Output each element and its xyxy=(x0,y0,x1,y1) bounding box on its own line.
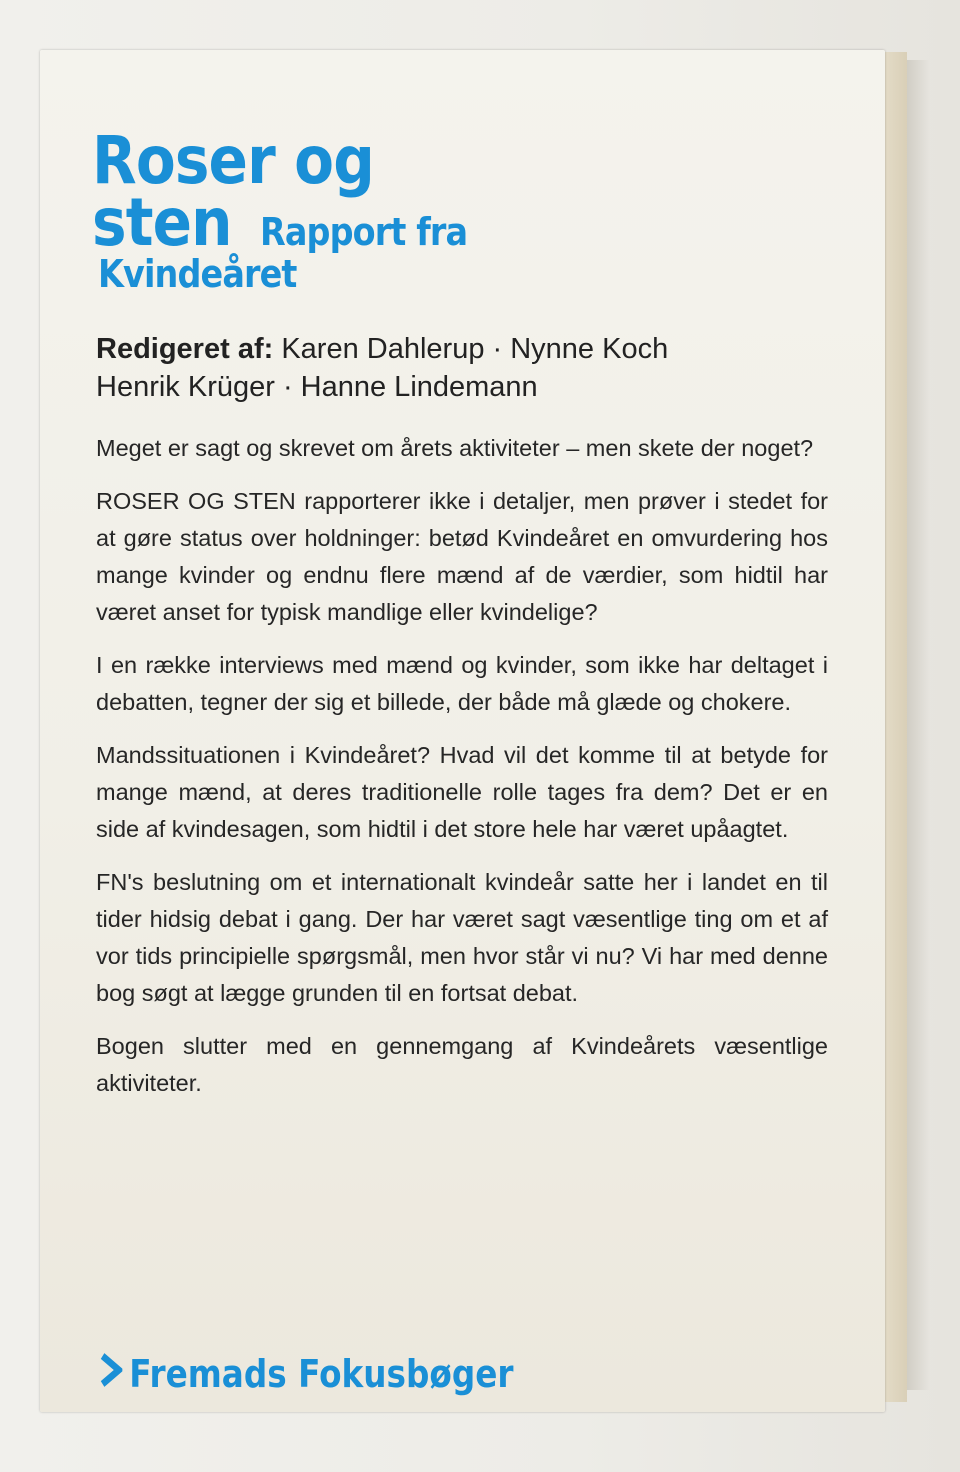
blurb-paragraph-3: I en række interviews med mænd og kvinder, som ikke har deltaget i debatten, tegner der sig et billede, der både må glæde og chokere. xyxy=(96,652,828,715)
subtitle-line-1: Rapport fra xyxy=(260,210,468,254)
publisher-logo xyxy=(100,1352,514,1396)
editors-names-1: Karen Dahlerup · Nynne Koch xyxy=(281,333,669,365)
blurb-paragraph-5: FN's beslutning om et internationalt kvindeår satte her i landet en til tider hidsig debat i gang. Der har været sagt væsentlige ting om et af vor tids principielle spørgsmål, men hvor står vi nu? Vi har med denne bog søgt at lægge grunden til en fortsat debat. xyxy=(96,869,828,1006)
book-page-edge xyxy=(882,52,907,1402)
editors-credit xyxy=(96,330,816,406)
title-line-2: sten xyxy=(92,184,232,261)
editors-line-1 xyxy=(96,330,816,368)
blurb-paragraph-6: Bogen slutter med en gennemgang af Kvindeårets væsentlige aktiviteter. xyxy=(96,1033,828,1096)
chevron-right-icon xyxy=(100,1352,122,1396)
editors-label: Redigeret af: xyxy=(96,333,274,365)
blurb-paragraph-1: Meget er sagt og skrevet om årets aktiviteter – men skete der noget? xyxy=(96,435,814,461)
blurb-paragraph-2: ROSER OG STEN rapporterer ikke i detaljer, men prøver i stedet for at gøre status over holdninger: betød Kvindeåret en omvurdering hos mange kvinder og endnu flere mænd af de værdier, som hidtil har været anset for typisk mandlige eller kvindelige? xyxy=(96,488,828,625)
title-line-1: Roser og xyxy=(92,122,374,199)
publisher-name: Fremads Fokusbøger xyxy=(129,1352,514,1396)
subtitle-line-2: Kvindeåret xyxy=(98,252,297,296)
blurb-paragraph-4: Mandssituationen i Kvindeåret? Hvad vil det komme til at betyde for mange mænd, at deres traditionelle rolle tages fra dem? Det er en side af kvindesagen, som hidtil i det store hele har været upåagtet. xyxy=(96,742,828,842)
blurb-text xyxy=(96,430,828,1118)
editors-names-2: Henrik Krüger · Hanne Lindemann xyxy=(96,371,538,403)
